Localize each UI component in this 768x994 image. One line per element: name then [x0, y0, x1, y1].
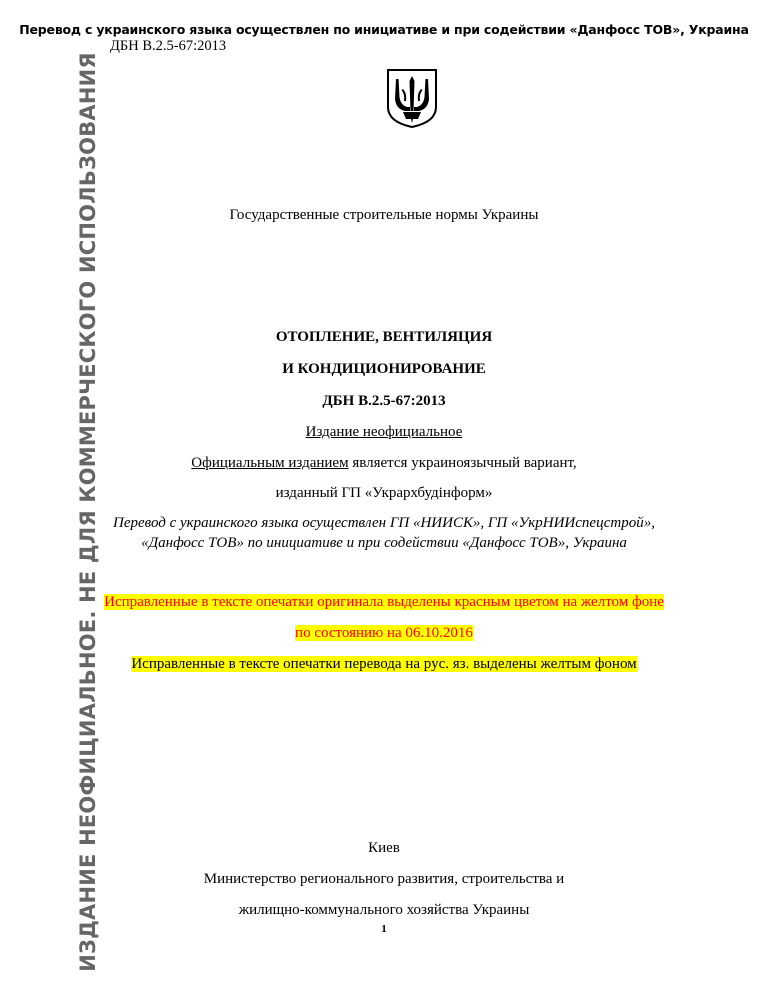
red-correction-note-line2	[0, 625, 768, 642]
red-correction-text2: по состоянию на 06.10.2016	[295, 625, 473, 641]
official-edition-underlined: Официальным изданием	[191, 455, 349, 471]
translation-note-line1: Перевод с украинского языка осуществлен ГП «НИИСК», ГП «УкрНИИспецстрой»,	[112, 515, 655, 531]
red-correction-text1: Исправленные в тексте опечатки оригинала выделены красным цветом на желтом фоне	[104, 594, 664, 610]
page-number: 1	[381, 923, 387, 935]
norms-title: Государственные строительные нормы Украины	[229, 207, 539, 223]
edition-text: Издание неофициальное	[305, 424, 463, 440]
trident-coat-of-arms-icon	[385, 67, 439, 129]
document-title-line2: И КОНДИЦИОНИРОВАНИЕ	[282, 361, 486, 377]
translation-header: Перевод с украинского языка осуществлен по инициативе и при содействии «Данфосс ТОВ», Украина	[19, 22, 749, 37]
publisher-line: изданный ГП «Укрархбудінформ»	[275, 485, 493, 501]
official-edition-line	[0, 455, 768, 472]
edition-label	[0, 424, 768, 441]
city: Киев	[368, 840, 400, 856]
ministry-line1: Министерство регионального развития, строительства и	[203, 871, 565, 887]
yellow-correction-text: Исправленные в тексте опечатки перевода на рус. яз. выделены желтым фоном	[131, 656, 637, 672]
side-watermark: ИЗДАНИЕ НЕОФИЦИАЛЬНОЕ. НЕ ДЛЯ КОММЕРЧЕСКОГО ИСПОЛЬЗОВАНИЯ	[76, 52, 100, 972]
yellow-correction-note	[0, 656, 768, 673]
translation-note-line2: «Данфосс ТОВ» по инициативе и при содействии «Данфосс ТОВ», Украина	[141, 535, 627, 551]
red-correction-note-line1	[0, 594, 768, 611]
ministry-line2: жилищно-коммунального хозяйства Украины	[238, 902, 530, 918]
header-document-code: ДБН В.2.5-67:2013	[110, 38, 227, 54]
document-title-line1: ОТОПЛЕНИЕ, ВЕНТИЛЯЦИЯ	[275, 329, 493, 345]
official-edition-rest: является украиноязычный вариант,	[348, 455, 577, 471]
document-code: ДБН В.2.5-67:2013	[322, 393, 446, 409]
